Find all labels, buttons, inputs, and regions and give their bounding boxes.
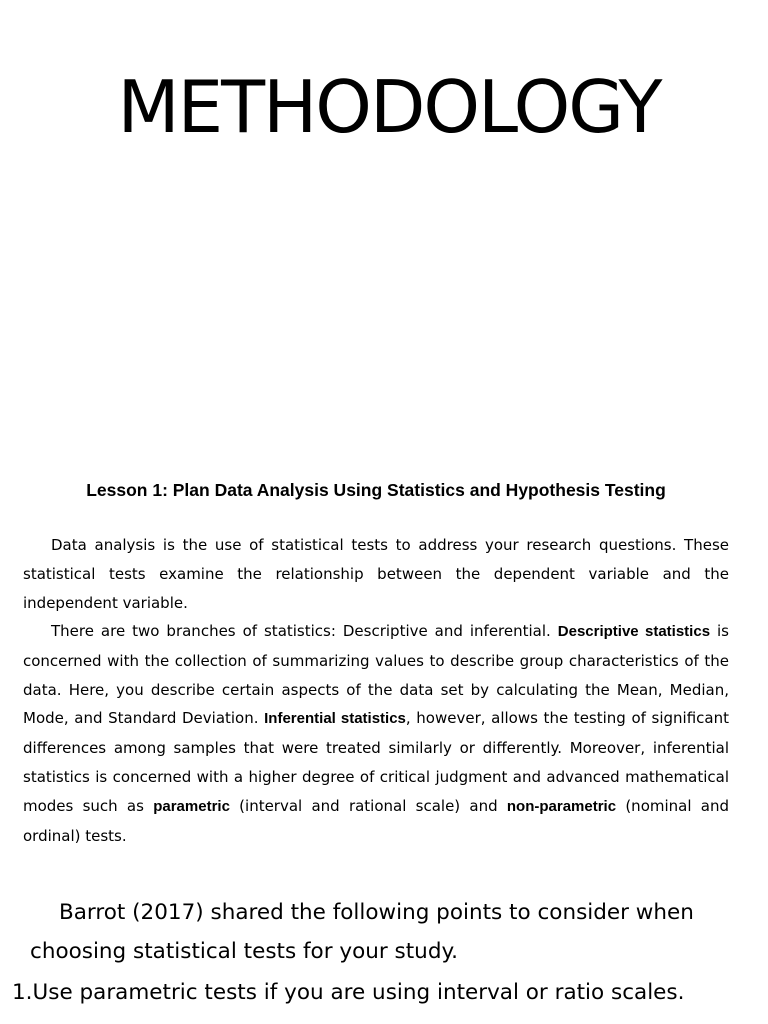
paragraph-text: (nominal and ordinal) tests. <box>23 796 729 845</box>
paragraph-text: is concerned with the collection of summarizing values to describe group characteristics of the data. Here, you describe certain aspects of the data set by calculating the Mean, Median, Mode, and Standard Deviation. <box>23 622 729 728</box>
paragraph-text: There are two branches of statistics: Descriptive and inferential. <box>51 622 558 640</box>
paragraph-data-analysis <box>23 531 729 617</box>
term-parametric: parametric <box>153 797 230 815</box>
slide-text-line-1: Barrot (2017) shared the following points to consider when <box>59 900 694 925</box>
term-inferential-statistics: Inferential statistics <box>264 710 406 728</box>
slide-text-line-2: choosing statistical tests for your study. <box>30 939 458 964</box>
paragraph-statistics-branches <box>23 617 729 850</box>
paragraph-text: Data analysis is the use of statistical tests to address your research questions. These statistical tests examine the relationship between the dependent variable and the independent variable. <box>23 536 729 612</box>
paragraph-text: (interval and rational scale) and <box>229 796 507 815</box>
slide-text-line-3: 1.Use parametric tests if you are using interval or ratio scales. <box>12 980 685 1005</box>
page-title: METHODOLOGY <box>117 65 661 149</box>
term-descriptive-statistics: Descriptive statistics <box>557 623 711 640</box>
paragraph-text: , however, allows the testing of significant differences among samples that were treated similarly or differently. Moreover, inferential statistics is concerned with a higher degree of critical judgment and advanced mathematical modes such as <box>23 709 729 815</box>
term-non-parametric: non-parametric <box>506 797 617 815</box>
lesson-heading: Lesson 1: Plan Data Analysis Using Statistics and Hypothesis Testing <box>86 480 666 500</box>
